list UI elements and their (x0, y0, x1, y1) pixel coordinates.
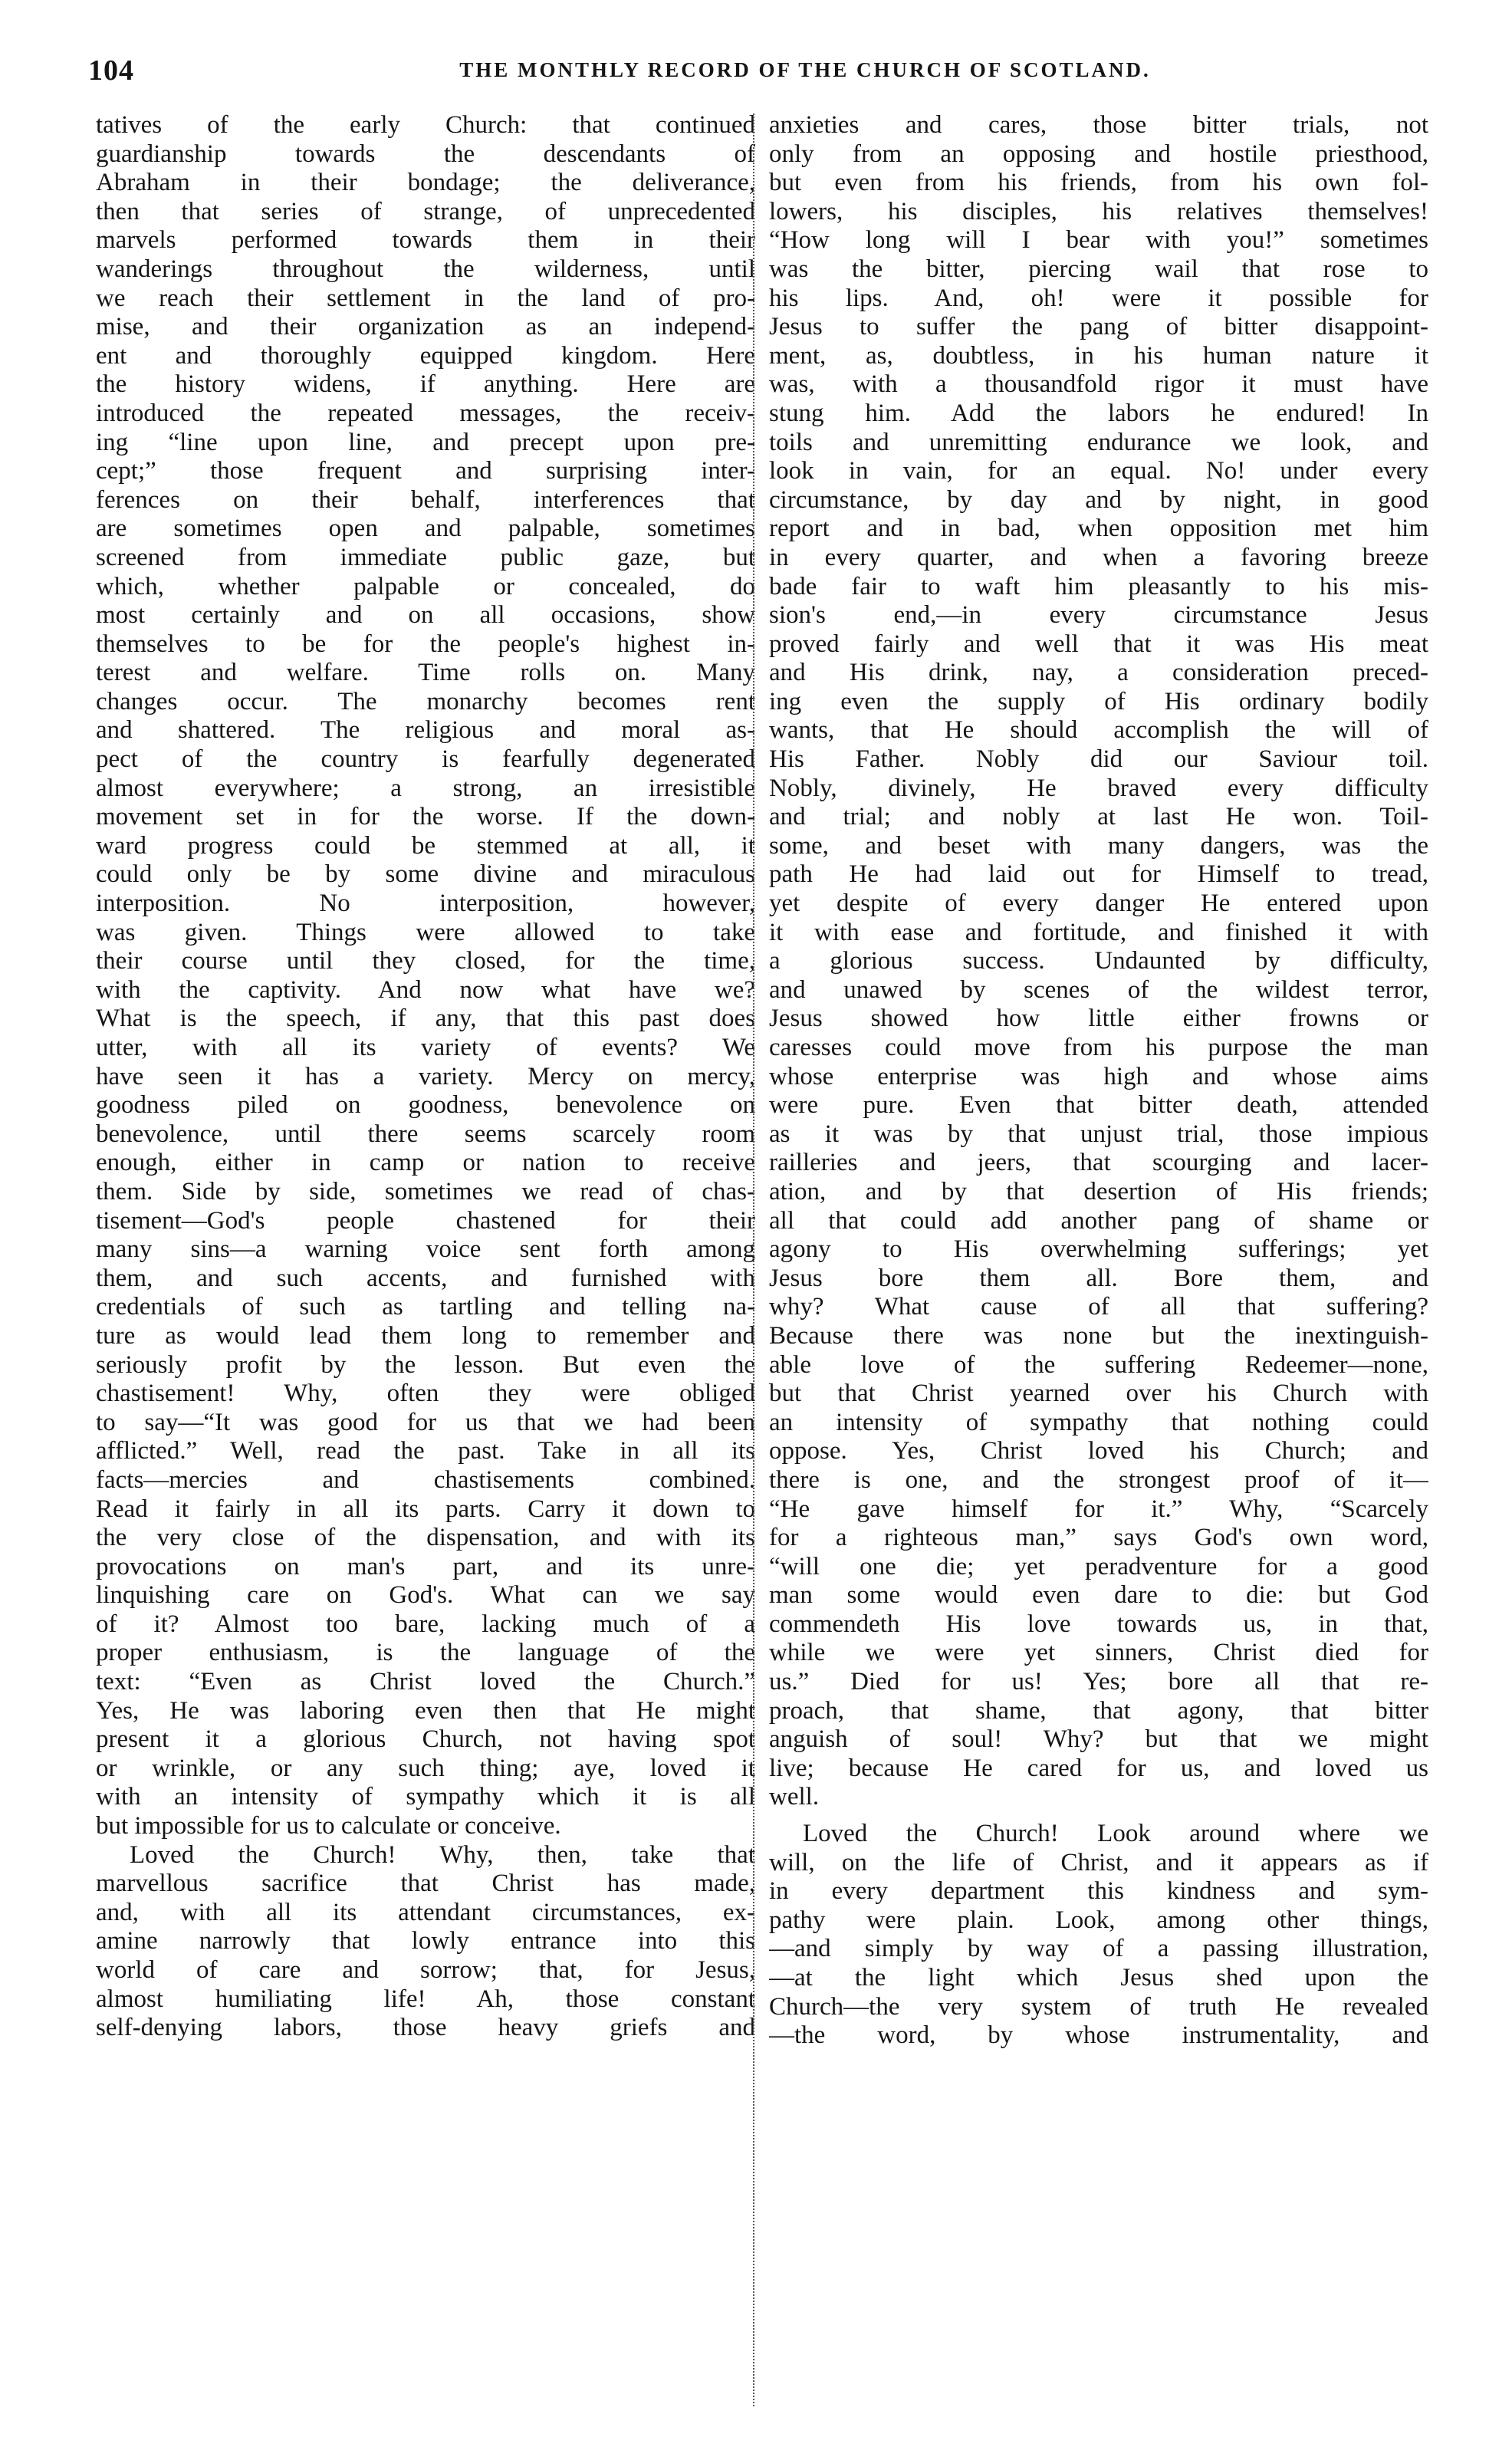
text-line: look in vain, for an equal. No! under every (769, 457, 1428, 485)
text-line: have seen it has a variety. Mercy on mercy, (96, 1062, 755, 1090)
text-line: ation, and by that desertion of His friends; (769, 1177, 1428, 1205)
text-line: benevolence, until there seems scarcely room (96, 1120, 755, 1148)
text-line: almost everywhere; a strong, an irresistible (96, 774, 755, 802)
text-line: many sins—a warning voice sent forth among (96, 1235, 755, 1264)
text-line: introduced the repeated messages, the receiv- (96, 399, 755, 427)
text-line: man some would even dare to die: but God (769, 1581, 1428, 1610)
text-line: of it? Almost too bare, lacking much of a (96, 1610, 755, 1638)
text-line: tatives of the early Church: that continued (96, 111, 755, 139)
text-line: anxieties and cares, those bitter trials, not (769, 111, 1428, 139)
right-text-column (769, 111, 1428, 2412)
text-line: terest and welfare. Time rolls on. Many (96, 659, 755, 687)
text-line: His Father. Nobly did our Saviour toil. (769, 745, 1428, 774)
text-line: What is the speech, if any, that this past does (96, 1005, 755, 1033)
text-line: chastisement! Why, often they were obliged (96, 1380, 755, 1408)
text-line: sion's end,—in every circumstance Jesus (769, 601, 1428, 630)
text-line: credentials of such as tartling and telling na- (96, 1293, 755, 1321)
text-line: and His drink, nay, a consideration preced- (769, 659, 1428, 687)
text-line: interposition. No interposition, however, (96, 890, 755, 918)
text-line: ferences on their behalf, interferences that (96, 485, 755, 514)
text-line: able love of the suffering Redeemer—none, (769, 1350, 1428, 1379)
running-title: THE MONTHLY RECORD OF THE CHURCH OF SCOTLAND. (459, 58, 1151, 81)
text-line: linquishing care on God's. What can we say (96, 1581, 755, 1610)
text-line: there is one, and the strongest proof of it— (769, 1465, 1428, 1494)
text-line: self-denying labors, those heavy griefs and (96, 2014, 755, 2042)
text-line: facts—mercies and chastisements combined. (96, 1465, 755, 1494)
text-line: anguish of soul! Why? but that we might (769, 1725, 1428, 1754)
text-line: and shattered. The religious and moral as- (96, 716, 755, 745)
text-line: well. (769, 1783, 820, 1811)
text-line: wanderings throughout the wilderness, until (96, 255, 755, 283)
page-number: 104 (88, 54, 134, 87)
text-line: yet despite of every danger He entered upon (769, 890, 1428, 918)
text-line: the history widens, if anything. Here are (96, 370, 755, 399)
text-line: we reach their settlement in the land of pro- (96, 284, 755, 312)
text-line: ing “line upon line, and precept upon pre- (96, 428, 755, 456)
text-line: oppose. Yes, Christ loved his Church; and (769, 1437, 1428, 1465)
text-line: them. Side by side, sometimes we read of chas- (96, 1177, 755, 1205)
text-line: his lips. And, oh! were it possible for (769, 284, 1428, 312)
text-line: for a righteous man,” says God's own word, (769, 1524, 1428, 1552)
text-line: commendeth His love towards us, in that, (769, 1610, 1428, 1638)
text-line: “How long will I bear with you!” sometimes (769, 226, 1428, 255)
text-line: proach, that shame, that agony, that bitter (769, 1696, 1428, 1725)
text-line: wants, that He should accomplish the will of (769, 716, 1428, 745)
text-line: text: “Even as Christ loved the Church.” (96, 1668, 755, 1696)
text-line: only from an opposing and hostile priesthood, (769, 140, 1428, 168)
text-line: ward progress could be stemmed at all, it (96, 831, 755, 860)
text-line: but that Christ yearned over his Church with (769, 1380, 1428, 1408)
text-line: Jesus to suffer the pang of bitter disappoint- (769, 313, 1428, 341)
text-line: are sometimes open and palpable, sometimes (96, 515, 755, 543)
text-line: circumstance, by day and by night, in good (769, 485, 1428, 514)
text-line: the very close of the dispensation, and with its (96, 1524, 755, 1552)
text-line: could only be by some divine and miraculous (96, 860, 755, 889)
text-line: but impossible for us to calculate or conceive. (96, 1812, 561, 1840)
text-line: ent and thoroughly equipped kingdom. Here (96, 341, 755, 370)
text-line: was given. Things were allowed to take (96, 918, 755, 946)
text-line: a glorious success. Undaunted by difficulty, (769, 947, 1428, 975)
text-line: why? What cause of all that suffering? (769, 1293, 1428, 1321)
text-line: in every department this kindness and sym- (769, 1877, 1428, 1906)
text-line: were pure. Even that bitter death, attended (769, 1091, 1428, 1120)
text-line: world of care and sorrow; that, for Jesus, (96, 1956, 755, 1984)
text-line: tisement—God's people chastened for their (96, 1206, 755, 1235)
text-line: them, and such accents, and furnished with (96, 1264, 755, 1292)
text-line: goodness piled on goodness, benevolence on (96, 1091, 755, 1120)
text-line: utter, with all its variety of events? We (96, 1034, 755, 1061)
text-line: and unawed by scenes of the wildest terror, (769, 975, 1428, 1004)
column-divider (753, 113, 754, 2406)
text-line: live; because He cared for us, and loved us (769, 1754, 1428, 1782)
text-line: Jesus bore them all. Bore them, and (769, 1264, 1428, 1292)
text-line: to say—“It was good for us that we had been (96, 1408, 755, 1436)
text-line: provocations on man's part, and its unre- (96, 1552, 755, 1580)
text-line: and, with all its attendant circumstances, ex- (96, 1898, 755, 1926)
text-line: pect of the country is fearfully degenerated (96, 745, 755, 774)
left-text-column (96, 111, 755, 2412)
text-line: stung him. Add the labors he endured! In (769, 399, 1428, 427)
text-line: mise, and their organization as an independ- (96, 313, 755, 341)
text-line: will, on the life of Christ, and it appears as if (769, 1848, 1428, 1876)
text-line: movement set in for the worse. If the down- (96, 803, 755, 831)
text-line: Church—the very system of truth He revealed (769, 1992, 1428, 2021)
text-line: in every quarter, and when a favoring breeze (769, 543, 1428, 571)
text-line: ment, as, doubtless, in his human nature it (769, 341, 1428, 370)
text-line: Nobly, divinely, He braved every difficulty (769, 774, 1428, 802)
text-line: seriously profit by the lesson. But even the (96, 1350, 755, 1379)
text-line: an intensity of sympathy that nothing could (769, 1408, 1428, 1436)
text-line: Jesus showed how little either frowns or (769, 1005, 1428, 1033)
text-line: “He gave himself for it.” Why, “Scarcely (769, 1495, 1428, 1523)
text-line: us.” Died for us! Yes; bore all that re- (769, 1668, 1428, 1696)
text-line: Loved the Church! Look around where we (803, 1820, 1428, 1848)
text-line: Read it fairly in all its parts. Carry it down to (96, 1495, 755, 1523)
text-line: railleries and jeers, that scourging and lacer- (769, 1149, 1428, 1177)
text-line: their course until they closed, for the time, (96, 947, 755, 975)
text-line: marvellous sacrifice that Christ has made, (96, 1870, 755, 1898)
text-line: report and in bad, when opposition met him (769, 515, 1428, 543)
text-line: was the bitter, piercing wail that rose to (769, 255, 1428, 283)
text-line: lowers, his disciples, his relatives themselves! (769, 197, 1428, 225)
text-line: proper enthusiasm, is the language of the (96, 1639, 755, 1667)
text-line: changes occur. The monarchy becomes rent (96, 687, 755, 715)
text-line: screened from immediate public gaze, but (96, 543, 755, 571)
text-line: marvels performed towards them in their (96, 226, 755, 255)
text-line: and trial; and nobly at last He won. Toil- (769, 803, 1428, 831)
text-line: path He had laid out for Himself to tread, (769, 860, 1428, 889)
page-header (88, 54, 1430, 92)
text-line: which, whether palpable or concealed, do (96, 572, 755, 600)
text-line: enough, either in camp or nation to receive (96, 1149, 755, 1177)
text-line: some, and beset with many dangers, was the (769, 831, 1428, 860)
text-line: agony to His overwhelming sufferings; yet (769, 1235, 1428, 1264)
text-line: whose enterprise was high and whose aims (769, 1062, 1428, 1090)
text-line: proved fairly and well that it was His meat (769, 630, 1428, 658)
text-line: was, with a thousandfold rigor it must have (769, 370, 1428, 399)
text-line: while we were yet sinners, Christ died for (769, 1639, 1428, 1667)
text-line: amine narrowly that lowly entrance into this (96, 1927, 755, 1955)
text-line: afflicted.” Well, read the past. Take in all its (96, 1437, 755, 1465)
text-line: almost humiliating life! Ah, those constant (96, 1985, 755, 2013)
text-line: cept;” those frequent and surprising inter- (96, 457, 755, 485)
text-line: pathy were plain. Look, among other things, (769, 1906, 1428, 1934)
text-line: Abraham in their bondage; the deliverance, (96, 169, 755, 197)
text-line: Because there was none but the inextinguish- (769, 1321, 1428, 1350)
text-line: Loved the Church! Why, then, take that (130, 1840, 755, 1869)
text-line: —the word, by whose instrumentality, and (769, 2021, 1428, 2050)
text-line: “will one die; yet peradventure for a good (769, 1552, 1428, 1580)
text-line: ture as would lead them long to remember and (96, 1321, 755, 1350)
text-line: caresses could move from his purpose the man (769, 1034, 1428, 1061)
text-line: ing even the supply of His ordinary bodily (769, 687, 1428, 715)
text-line: with the captivity. And now what have we? (96, 975, 755, 1004)
text-line: —and simply by way of a passing illustration, (769, 1935, 1428, 1963)
text-line: present it a glorious Church, not having spot (96, 1725, 755, 1754)
text-line: themselves to be for the people's highest in- (96, 630, 755, 658)
text-line: or wrinkle, or any such thing; aye, loved it (96, 1754, 755, 1782)
text-line: then that series of strange, of unprecedented (96, 197, 755, 225)
text-line: Yes, He was laboring even then that He might (96, 1696, 755, 1725)
text-line: with an intensity of sympathy which it is all (96, 1783, 755, 1811)
text-line: all that could add another pang of shame or (769, 1206, 1428, 1235)
text-line: bade fair to waft him pleasantly to his mis- (769, 572, 1428, 600)
text-line: —at the light which Jesus shed upon the (769, 1964, 1428, 1991)
text-line: guardianship towards the descendants of (96, 140, 755, 168)
text-line: but even from his friends, from his own fol- (769, 169, 1428, 197)
text-line: most certainly and on all occasions, show (96, 601, 755, 630)
text-line: it with ease and fortitude, and finished it with (769, 918, 1428, 946)
text-line: as it was by that unjust trial, those impious (769, 1120, 1428, 1148)
text-line: toils and unremitting endurance we look, and (769, 428, 1428, 456)
